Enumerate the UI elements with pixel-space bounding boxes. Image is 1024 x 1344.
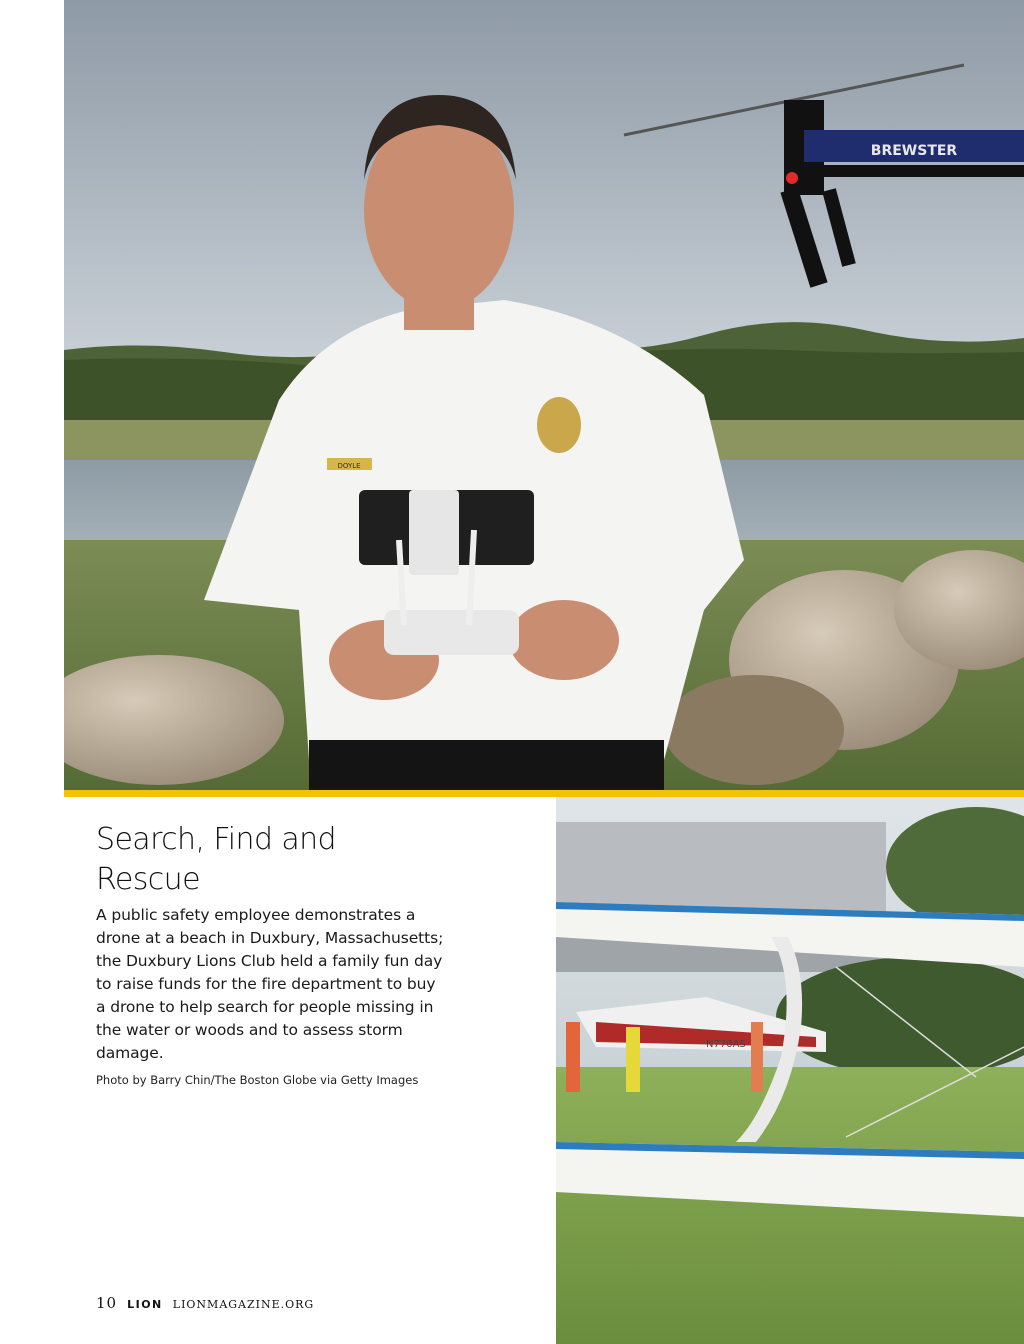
hero-photo-illustration (64, 0, 1024, 790)
caption-title: Search, Find and Rescue (96, 822, 336, 897)
hero-photo (64, 0, 1024, 790)
drone-label: BREWSTER (870, 143, 958, 159)
caption-body: A public safety employee demonstrates a drone at a beach in Duxbury, Massachusetts; the Duxbury Lions Club held a family fun day to raise funds for the fire department to buy a drone to help search for people missing in the water or woods and to assess storm damage. (96, 906, 444, 1062)
page-number: 10 (96, 1294, 118, 1312)
magazine-brand: LION (127, 1298, 163, 1311)
plane-tail-number: N770AS (706, 1039, 746, 1050)
photo-caption (96, 820, 446, 1087)
airplane-photo (556, 797, 1024, 1344)
page-footer (96, 1294, 314, 1312)
photo-credit: Photo by Barry Chin/The Boston Globe via Getty Images (96, 1073, 419, 1087)
magazine-website-link[interactable]: LIONMAGAZINE.ORG (172, 1298, 315, 1311)
gold-divider-rule (64, 790, 1024, 797)
name-tag-text: DOYLE (337, 462, 361, 470)
airplane-photo-illustration (556, 797, 1024, 1344)
